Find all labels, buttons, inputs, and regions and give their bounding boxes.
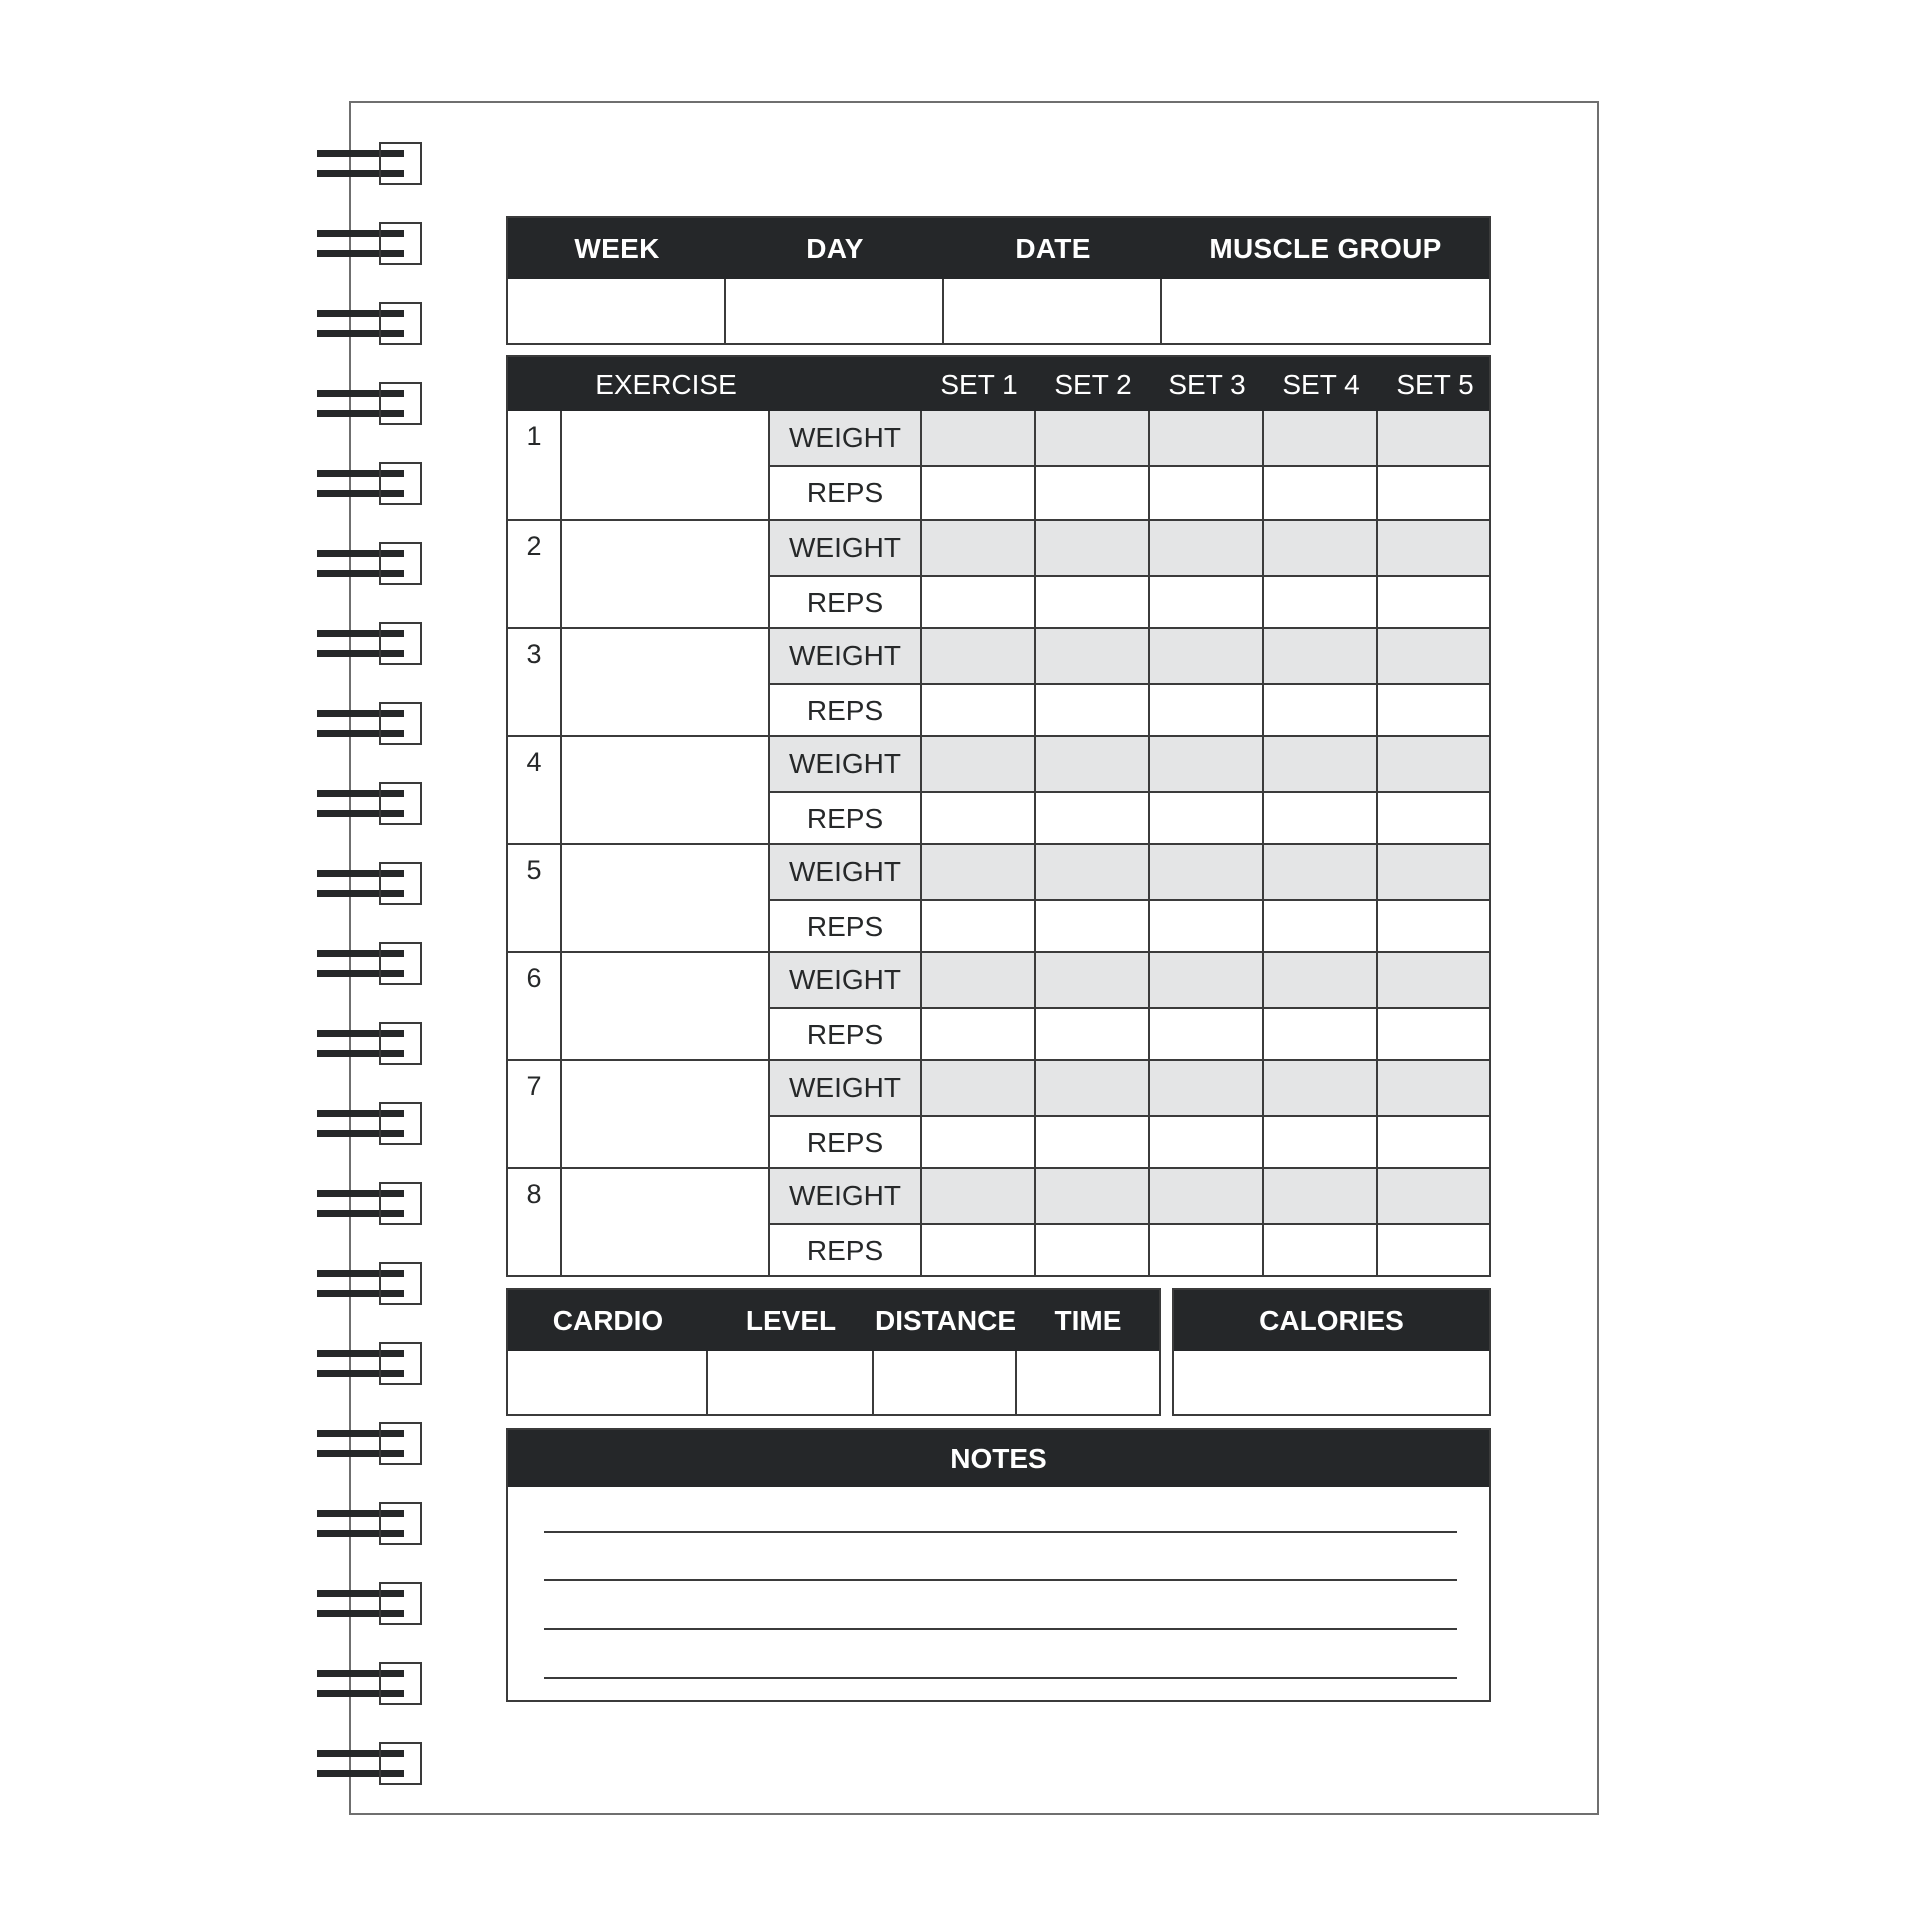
binding-ring (317, 1262, 422, 1306)
reps-set-1-cell[interactable] (922, 1117, 1036, 1169)
reps-set-1-cell[interactable] (922, 467, 1036, 519)
reps-set-2-cell[interactable] (1036, 1117, 1150, 1169)
weight-set-4-cell[interactable] (1264, 737, 1378, 791)
set-3-header: SET 3 (1168, 369, 1246, 400)
weight-set-2-cell[interactable] (1036, 737, 1150, 791)
ring-hole (379, 1422, 422, 1465)
weight-set-2-cell[interactable] (1036, 845, 1150, 899)
binding-ring (317, 1662, 422, 1706)
binding-ring (317, 622, 422, 666)
exercise-number: 6 (508, 953, 562, 1059)
distance-field[interactable] (874, 1351, 1017, 1414)
exercise-number: 4 (508, 737, 562, 843)
binding-ring (317, 1582, 422, 1626)
weight-set-5-cell[interactable] (1378, 953, 1489, 1007)
reps-label: REPS (770, 1225, 922, 1277)
ring-hole (379, 622, 422, 665)
reps-set-5-cell[interactable] (1378, 793, 1489, 845)
exercise-table-header (508, 357, 1489, 411)
reps-set-5-cell[interactable] (1378, 901, 1489, 953)
reps-set-3-cell[interactable] (1150, 1117, 1264, 1169)
calories-field[interactable] (1174, 1351, 1489, 1414)
weight-row (770, 1169, 1489, 1223)
weight-set-5-cell[interactable] (1378, 629, 1489, 683)
reps-set-2-cell[interactable] (1036, 577, 1150, 629)
weight-set-4-cell[interactable] (1264, 845, 1378, 899)
weight-label: WEIGHT (770, 629, 922, 683)
muscle-group-field[interactable] (1162, 279, 1489, 343)
weight-set-4-cell[interactable] (1264, 1169, 1378, 1223)
ring-hole (379, 1102, 422, 1145)
ring-hole (379, 782, 422, 825)
ring-hole (379, 222, 422, 265)
weight-row (770, 521, 1489, 575)
reps-set-4-cell[interactable] (1264, 1225, 1378, 1277)
reps-label: REPS (770, 793, 922, 845)
week-field[interactable] (508, 279, 726, 343)
reps-set-4-cell[interactable] (1264, 467, 1378, 519)
calories-table (1172, 1288, 1491, 1416)
cardio-type-header: CARDIO (552, 1304, 664, 1336)
binding-ring (317, 862, 422, 906)
cardio-table (506, 1288, 1161, 1416)
reps-set-3-cell[interactable] (1150, 577, 1264, 629)
reps-set-1-cell[interactable] (922, 793, 1036, 845)
weight-row (770, 737, 1489, 791)
session-info-header (508, 218, 1489, 279)
reps-set-2-cell[interactable] (1036, 1009, 1150, 1061)
exercise-name-field[interactable] (562, 629, 770, 735)
binding-ring (317, 1742, 422, 1786)
exercise-log-table (506, 355, 1491, 1277)
reps-set-3-cell[interactable] (1150, 1225, 1264, 1277)
exercise-row-group (508, 411, 1489, 519)
weight-set-3-cell[interactable] (1150, 629, 1264, 683)
weight-set-3-cell[interactable] (1150, 845, 1264, 899)
reps-row (770, 575, 1489, 629)
weight-set-2-cell[interactable] (1036, 1061, 1150, 1115)
exercise-header: EXERCISE (595, 369, 737, 400)
binding-ring (317, 1022, 422, 1066)
weight-set-5-cell[interactable] (1378, 845, 1489, 899)
weight-set-4-cell[interactable] (1264, 953, 1378, 1007)
weight-set-2-cell[interactable] (1036, 1169, 1150, 1223)
reps-row (770, 1223, 1489, 1277)
weight-set-3-cell[interactable] (1150, 737, 1264, 791)
reps-set-3-cell[interactable] (1150, 793, 1264, 845)
reps-row (770, 899, 1489, 953)
set-1-header: SET 1 (940, 369, 1018, 400)
weight-set-5-cell[interactable] (1378, 1061, 1489, 1115)
reps-row (770, 1007, 1489, 1061)
calories-header-bar (1174, 1290, 1489, 1351)
reps-set-2-cell[interactable] (1036, 1225, 1150, 1277)
weight-set-1-cell[interactable] (922, 411, 1036, 465)
weight-label: WEIGHT (770, 1169, 922, 1223)
time-field[interactable] (1017, 1351, 1159, 1414)
binding-ring (317, 1102, 422, 1146)
exercise-row-group (508, 627, 1489, 735)
binding-ring (317, 1502, 422, 1546)
ring-hole (379, 1742, 422, 1785)
exercise-number: 1 (508, 411, 562, 519)
binding-ring (317, 222, 422, 266)
weight-row (770, 411, 1489, 465)
reps-set-4-cell[interactable] (1264, 793, 1378, 845)
exercise-number: 8 (508, 1169, 562, 1275)
weight-set-2-cell[interactable] (1036, 411, 1150, 465)
binding-ring (317, 702, 422, 746)
weight-row (770, 1061, 1489, 1115)
reps-set-2-cell[interactable] (1036, 793, 1150, 845)
ring-hole (379, 1262, 422, 1305)
reps-set-1-cell[interactable] (922, 577, 1036, 629)
weight-row (770, 845, 1489, 899)
ring-hole (379, 1582, 422, 1625)
notes-line-1[interactable] (544, 1531, 1457, 1533)
weight-set-3-cell[interactable] (1150, 1169, 1264, 1223)
exercise-row-group (508, 951, 1489, 1059)
date-field[interactable] (944, 279, 1162, 343)
reps-row (770, 1115, 1489, 1169)
exercise-number: 2 (508, 521, 562, 627)
reps-set-2-cell[interactable] (1036, 901, 1150, 953)
weight-set-1-cell[interactable] (922, 629, 1036, 683)
reps-set-2-cell[interactable] (1036, 685, 1150, 737)
reps-label: REPS (770, 577, 922, 629)
weight-set-5-cell[interactable] (1378, 411, 1489, 465)
exercise-name-field[interactable] (562, 737, 770, 843)
weight-set-1-cell[interactable] (922, 953, 1036, 1007)
reps-set-3-cell[interactable] (1150, 467, 1264, 519)
weight-set-2-cell[interactable] (1036, 953, 1150, 1007)
exercise-name-field[interactable] (562, 1169, 770, 1275)
date-header: DATE (1015, 232, 1091, 264)
ring-hole (379, 1662, 422, 1705)
weight-label: WEIGHT (770, 1061, 922, 1115)
exercise-number: 5 (508, 845, 562, 951)
set-4-header: SET 4 (1282, 369, 1360, 400)
reps-set-1-cell[interactable] (922, 1225, 1036, 1277)
ring-hole (379, 462, 422, 505)
reps-set-4-cell[interactable] (1264, 577, 1378, 629)
ring-hole (379, 1182, 422, 1225)
binding-ring (317, 1182, 422, 1226)
weight-set-1-cell[interactable] (922, 737, 1036, 791)
level-header: LEVEL (745, 1304, 837, 1336)
calories-fields (1174, 1351, 1489, 1414)
exercise-row-group (508, 1059, 1489, 1167)
weight-set-1-cell[interactable] (922, 521, 1036, 575)
reps-label: REPS (770, 901, 922, 953)
weight-set-5-cell[interactable] (1378, 1169, 1489, 1223)
binding-ring (317, 782, 422, 826)
weight-set-5-cell[interactable] (1378, 521, 1489, 575)
ring-hole (379, 142, 422, 185)
weight-set-3-cell[interactable] (1150, 521, 1264, 575)
ring-hole (379, 862, 422, 905)
weight-label: WEIGHT (770, 737, 922, 791)
weight-label: WEIGHT (770, 411, 922, 465)
reps-label: REPS (770, 1117, 922, 1169)
reps-set-3-cell[interactable] (1150, 685, 1264, 737)
reps-set-4-cell[interactable] (1264, 1117, 1378, 1169)
ring-hole (379, 1022, 422, 1065)
weight-set-4-cell[interactable] (1264, 629, 1378, 683)
weight-label: WEIGHT (770, 953, 922, 1007)
session-info-table (506, 216, 1491, 345)
reps-set-5-cell[interactable] (1378, 1009, 1489, 1061)
set-2-header: SET 2 (1054, 369, 1132, 400)
reps-set-4-cell[interactable] (1264, 901, 1378, 953)
reps-set-5-cell[interactable] (1378, 467, 1489, 519)
reps-row (770, 465, 1489, 519)
reps-set-1-cell[interactable] (922, 1009, 1036, 1061)
ring-hole (379, 542, 422, 585)
set-5-header: SET 5 (1396, 369, 1474, 400)
exercise-name-field[interactable] (562, 411, 770, 519)
ring-hole (379, 1502, 422, 1545)
binding-ring (317, 302, 422, 346)
day-header: DAY (806, 232, 864, 264)
distance-header: DISTANCE (874, 1304, 1017, 1336)
weight-set-4-cell[interactable] (1264, 411, 1378, 465)
binding-ring (317, 1342, 422, 1386)
notes-line-3[interactable] (544, 1628, 1457, 1630)
exercise-rows (508, 411, 1489, 1275)
weight-row (770, 629, 1489, 683)
binding-ring (317, 542, 422, 586)
exercise-name-field[interactable] (562, 1061, 770, 1167)
ring-hole (379, 702, 422, 745)
reps-row (770, 683, 1489, 737)
weight-set-3-cell[interactable] (1150, 953, 1264, 1007)
reps-set-5-cell[interactable] (1378, 685, 1489, 737)
notes-header: NOTES (508, 1430, 1489, 1487)
binding-ring (317, 382, 422, 426)
week-header: WEEK (574, 232, 660, 264)
weight-set-5-cell[interactable] (1378, 737, 1489, 791)
weight-set-4-cell[interactable] (1264, 521, 1378, 575)
reps-set-5-cell[interactable] (1378, 1117, 1489, 1169)
calories-header: CALORIES (1259, 1304, 1404, 1336)
reps-set-1-cell[interactable] (922, 901, 1036, 953)
session-info-fields (508, 279, 1489, 343)
day-field[interactable] (726, 279, 944, 343)
weight-set-3-cell[interactable] (1150, 1061, 1264, 1115)
exercise-row-group (508, 735, 1489, 843)
cardio-type-field[interactable] (508, 1351, 708, 1414)
weight-set-1-cell[interactable] (922, 845, 1036, 899)
exercise-number: 3 (508, 629, 562, 735)
ring-hole (379, 1342, 422, 1385)
weight-label: WEIGHT (770, 521, 922, 575)
exercise-row-group (508, 843, 1489, 951)
ring-hole (379, 302, 422, 345)
exercise-row-group (508, 1167, 1489, 1275)
weight-set-1-cell[interactable] (922, 1061, 1036, 1115)
binding-ring (317, 1422, 422, 1466)
weight-set-2-cell[interactable] (1036, 629, 1150, 683)
reps-set-2-cell[interactable] (1036, 467, 1150, 519)
weight-set-1-cell[interactable] (922, 1169, 1036, 1223)
reps-label: REPS (770, 685, 922, 737)
reps-label: REPS (770, 467, 922, 519)
cardio-fields (508, 1351, 1159, 1414)
binding-ring (317, 142, 422, 186)
exercise-number: 7 (508, 1061, 562, 1167)
cardio-header (508, 1290, 1159, 1351)
reps-row (770, 791, 1489, 845)
time-header: TIME (1054, 1304, 1122, 1336)
reps-set-5-cell[interactable] (1378, 1225, 1489, 1277)
reps-label: REPS (770, 1009, 922, 1061)
exercise-name-field[interactable] (562, 845, 770, 951)
weight-set-4-cell[interactable] (1264, 1061, 1378, 1115)
notes-line-4[interactable] (544, 1677, 1457, 1679)
ring-hole (379, 382, 422, 425)
reps-set-3-cell[interactable] (1150, 901, 1264, 953)
binding-ring (317, 942, 422, 986)
muscle-group-header: MUSCLE GROUP (1209, 232, 1442, 264)
exercise-name-field[interactable] (562, 521, 770, 627)
weight-set-2-cell[interactable] (1036, 521, 1150, 575)
ring-hole (379, 942, 422, 985)
binding-ring (317, 462, 422, 506)
notes-section (506, 1428, 1491, 1702)
exercise-row-group (508, 519, 1489, 627)
exercise-name-field[interactable] (562, 953, 770, 1059)
weight-label: WEIGHT (770, 845, 922, 899)
reps-set-5-cell[interactable] (1378, 577, 1489, 629)
reps-set-4-cell[interactable] (1264, 1009, 1378, 1061)
reps-set-4-cell[interactable] (1264, 685, 1378, 737)
weight-row (770, 953, 1489, 1007)
level-field[interactable] (708, 1351, 874, 1414)
reps-set-1-cell[interactable] (922, 685, 1036, 737)
weight-set-3-cell[interactable] (1150, 411, 1264, 465)
reps-set-3-cell[interactable] (1150, 1009, 1264, 1061)
notes-line-2[interactable] (544, 1579, 1457, 1581)
